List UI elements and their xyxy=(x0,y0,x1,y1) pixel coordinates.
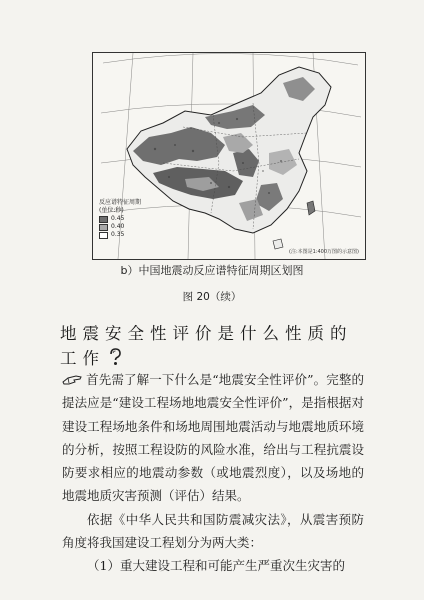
paragraph: 依据《中华人民共和国防震减灾法》，从震害预防角度将我国建设工程划分为两大类： xyxy=(62,511,364,551)
map-legend xyxy=(99,199,141,239)
legend-item: 0.35 xyxy=(99,231,141,239)
legend-swatch-light xyxy=(99,232,108,239)
legend-title: 反应谱特征周期 xyxy=(99,199,142,206)
paragraph: 首先需了解一下什么是“地震安全性评价”。完整的提法应是“建设工程场地地震安全性评价”，是指根据对建设工程场地条件和场地周围地震活动与地震地质环境的分析，按照工程设防的风险水准，给出与工程抗震设防要求相应的地震动参数（或地震烈度），以及场地的地震地质灾害预测（评估）结果。 xyxy=(62,372,364,504)
section-heading-line2: 工作 xyxy=(60,345,123,369)
legend-item: 0.40 xyxy=(99,223,141,231)
section-body xyxy=(62,368,364,578)
section-heading: 地震安全性评价是什么性质的 xyxy=(60,324,353,343)
figure-number: 图 20（续） xyxy=(182,291,242,303)
question-mark-icon xyxy=(107,348,123,366)
pointing-hand-icon xyxy=(62,372,82,386)
legend-unit: (单位:秒) xyxy=(99,207,124,214)
figure-caption: b）中国地震动反应谱特征周期区划图 xyxy=(120,264,304,277)
paragraph: （1）重大建设工程和可能产生严重次生灾害的 xyxy=(87,558,345,574)
legend-swatch-dark xyxy=(99,216,108,223)
china-zoning-map xyxy=(92,52,366,260)
legend-item: 0.45 xyxy=(99,215,141,223)
map-note: (注:本图是1:400万图的示意图) xyxy=(289,249,359,255)
legend-swatch-medium xyxy=(99,224,108,231)
